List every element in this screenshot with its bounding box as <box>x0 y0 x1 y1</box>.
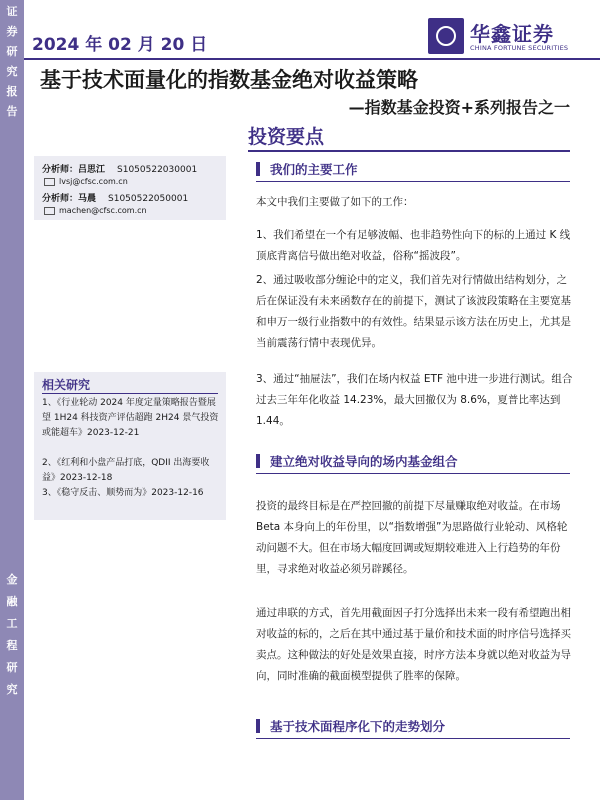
sidebar-department <box>0 572 24 712</box>
analyst-1 <box>42 162 197 175</box>
report-title: 基于技术面量化的指数基金绝对收益策略 <box>40 68 418 92</box>
sidebar-char: 证 <box>6 5 18 18</box>
related-item[interactable]: 1、《行业轮动 2024 年度定量策略报告暨展望 1H24 科技资产评估超跑 2H24 景气投资或能超车》2023-12-21 <box>42 398 219 438</box>
analyst-2-email[interactable] <box>44 206 147 215</box>
sidebar-char: 程 <box>6 639 18 652</box>
section-heading-text: 基于技术面程序化下的走势划分 <box>270 719 446 734</box>
related-research-box <box>34 372 226 520</box>
related-item[interactable]: 2、《红利和小盘产品打底，QDII 出海要收益》2023-12-18 <box>42 458 210 483</box>
sidebar-char: 究 <box>6 683 18 696</box>
analyst-cert: S1050522030001 <box>117 165 198 175</box>
sidebar-char: 究 <box>6 65 18 78</box>
paragraph: 1、我们希望在一个有足够波幅、也非趋势性向下的标的上通过 K 线顶底背离信号做出绝对收益，俗称“摇波段”。 <box>256 229 571 262</box>
analyst-cert: S1050522050001 <box>108 194 189 204</box>
section-bar <box>256 454 260 468</box>
sidebar-char: 融 <box>6 595 18 608</box>
sidebar-char: 工 <box>6 617 18 630</box>
company-logo <box>428 18 588 58</box>
sidebar-char: 研 <box>6 45 18 58</box>
investment-points-heading: 投资要点 <box>248 126 325 148</box>
sidebar-char: 报 <box>6 85 18 98</box>
related-research-divider <box>42 393 218 394</box>
logo-english-name: CHINA FORTUNE SECURITIES <box>470 44 569 52</box>
investment-points-divider <box>248 150 570 152</box>
section-heading-absolute-return <box>256 452 458 470</box>
header-divider <box>24 58 600 60</box>
section-heading-text: 建立绝对收益导向的场内基金组合 <box>270 454 458 469</box>
report-subtitle: —指数基金投资+系列报告之一 <box>348 98 570 117</box>
analyst-box <box>34 156 226 220</box>
logo-mark-icon <box>428 18 464 54</box>
section-bar <box>256 162 260 176</box>
analyst-name: 分析师：吕思江 <box>42 165 106 175</box>
section-heading-trend-division <box>256 717 445 735</box>
related-item[interactable]: 3、《稳守反击、顺势而为》2023-12-16 <box>42 488 204 498</box>
paragraph: 本文中我们主要做了如下的工作： <box>256 196 414 208</box>
section-bar <box>256 719 260 733</box>
section-heading-text: 我们的主要工作 <box>270 162 358 177</box>
paragraph: 3、通过“抽屉法”，我们在场内权益 ETF 池中进一步进行测试。组合过去三年年化收益 14.23%，最大回撤仅为 8.6%，夏普比率达到 1.44。 <box>256 373 573 427</box>
sidebar-char: 研 <box>6 661 18 674</box>
sidebar-char: 金 <box>6 573 18 586</box>
email-text: machen@cfsc.com.cn <box>59 206 147 215</box>
email-text: lvsj@cfsc.com.cn <box>59 177 128 186</box>
mail-icon <box>44 207 55 215</box>
section-divider <box>256 181 570 182</box>
analyst-2 <box>42 191 188 204</box>
report-date: 2024 年 02 月 20 日 <box>32 35 208 55</box>
sidebar-char: 告 <box>6 105 18 118</box>
paragraph: 2、通过吸收部分缠论中的定义，我们首先对行情做出结构划分，之后在保证没有未来函数存在的前提下，测试了该波段策略在主要宽基和申万一级行业指数中的有效性。结果显示该方法在历史上，尤其是当前震荡行情中表现优异。 <box>256 274 571 349</box>
related-research-title: 相关研究 <box>42 378 91 392</box>
logo-chinese-name: 华鑫证券 <box>470 22 554 46</box>
section-divider <box>256 738 570 739</box>
section-divider <box>256 473 570 474</box>
sidebar-report-type <box>0 0 24 144</box>
sidebar-char: 券 <box>6 25 18 38</box>
analyst-name: 分析师：马晨 <box>42 194 97 204</box>
mail-icon <box>44 178 55 186</box>
paragraph: 投资的最终目标是在严控回撤的前提下尽量赚取绝对收益。在市场 Beta 本身向上的年份里，以“指数增强”为思路做行业轮动、风格轮动问题不大。但在市场大幅度回调或短期较难进入上行趋势的年份里，寻求绝对收益必须另辟蹊径。 <box>256 500 568 575</box>
paragraph: 通过串联的方式，首先用截面因子打分选择出未来一段有希望跑出相对收益的标的，之后在其中通过基于量价和技术面的时序信号选择买卖点。这种做法的好处是效果直接，时序方法本身就以绝对收益为导向，同时准确的截面模型提供了胜率的保障。 <box>256 607 571 682</box>
section-heading-main-work <box>256 160 358 178</box>
analyst-1-email[interactable] <box>44 177 128 186</box>
